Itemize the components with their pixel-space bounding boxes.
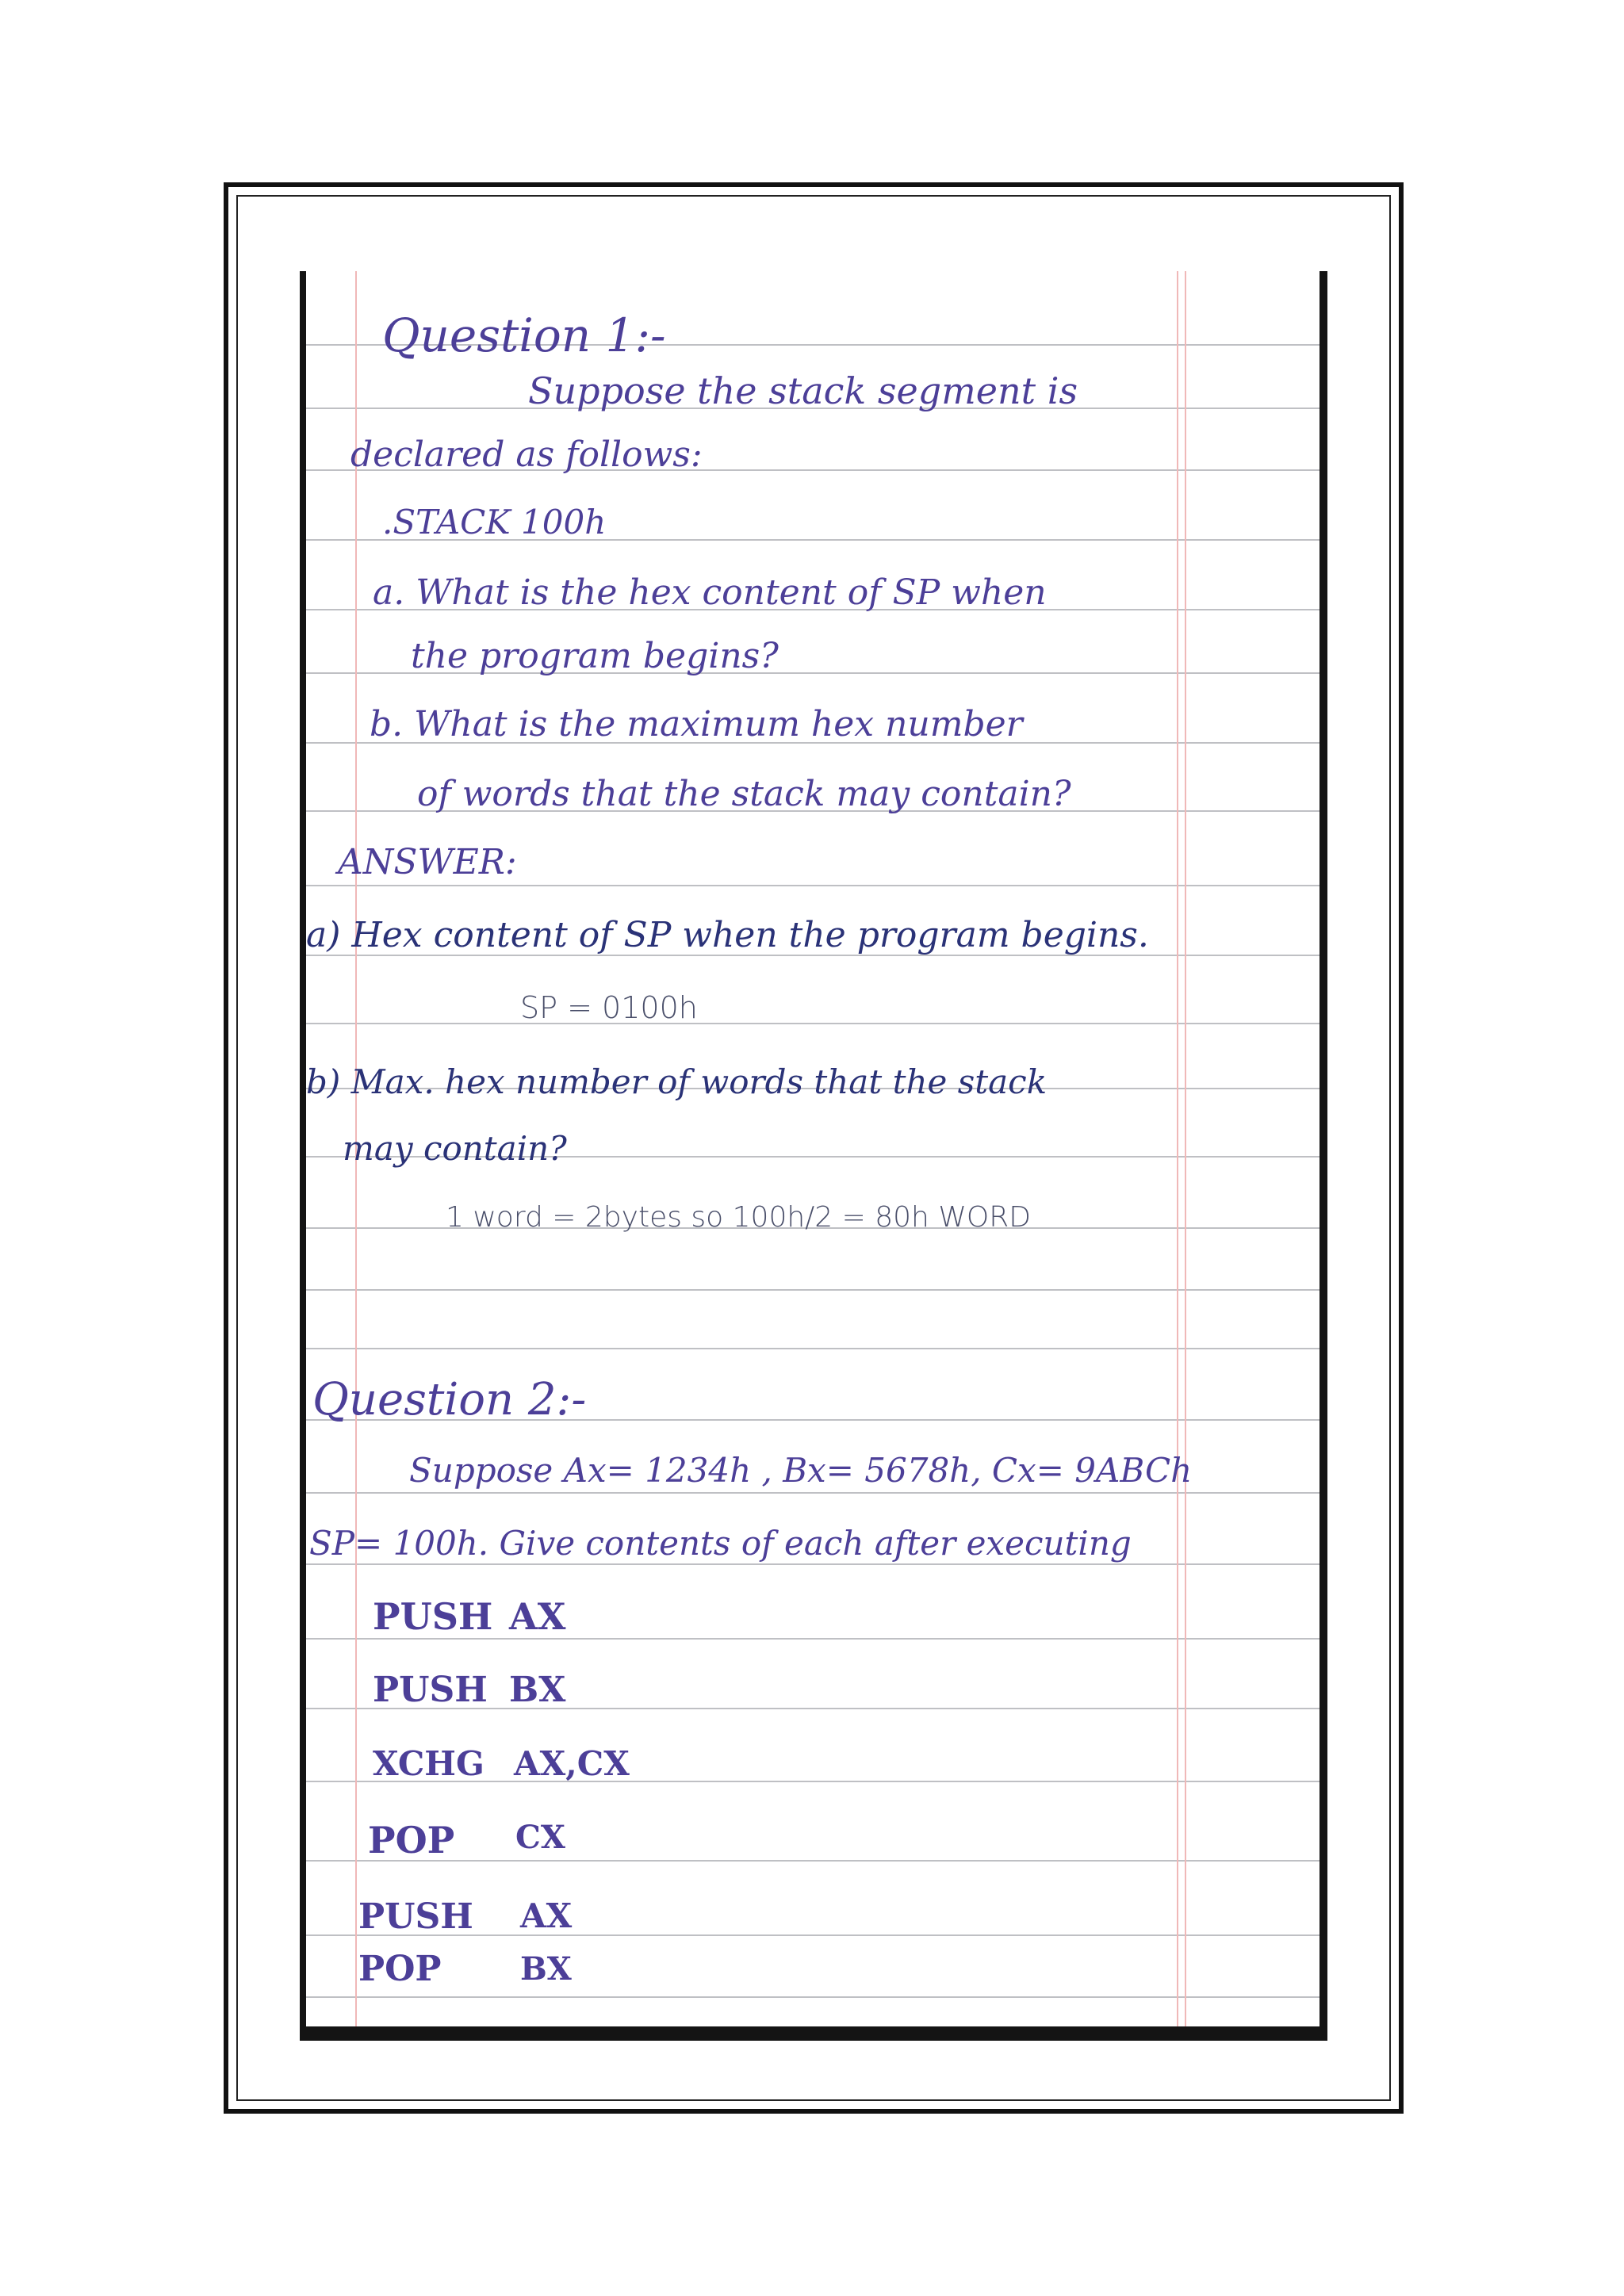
question-1-line-2: declared as follows:: [350, 434, 703, 475]
ruled-line: [306, 885, 1320, 886]
instruction-5-op: PUSH: [358, 1896, 473, 1937]
instruction-2-arg: BX: [509, 1670, 566, 1710]
notebook-photo: [300, 271, 1327, 2041]
question-2-line-1: Suppose Ax= 1234h , Bx= 5678h, Cx= 9ABCh: [409, 1451, 1193, 1490]
ruled-line: [306, 1563, 1320, 1565]
answer-a-line: a) Hex content of SP when the program begins.: [306, 915, 1149, 955]
ruled-line: [306, 1996, 1320, 1998]
question-2-title: Question 2:-: [312, 1374, 587, 1425]
instruction-6-op: POP: [358, 1949, 442, 1989]
instruction-3-op: XCHG: [373, 1744, 485, 1783]
question-1-title: Question 1:-: [382, 308, 666, 362]
answer-b-value: 1 word = 2bytes so 100h/2 = 80h WORD: [446, 1201, 1031, 1234]
instruction-4-arg: CX: [515, 1819, 565, 1856]
instruction-2-op: PUSH: [373, 1670, 488, 1710]
ruled-line: [306, 1492, 1320, 1494]
instruction-3-arg: AX,CX: [514, 1744, 630, 1783]
answer-b-line-1: b) Max. hex number of words that the stack: [306, 1062, 1048, 1101]
question-1b-line-1: b. What is the maximum hex number: [370, 704, 1023, 744]
instruction-1-arg: AX: [509, 1595, 566, 1638]
instruction-1-op: PUSH: [373, 1595, 493, 1638]
question-1a-line-2: the program begins?: [411, 636, 779, 676]
ruled-line: [306, 1348, 1320, 1349]
instruction-6-arg: BX: [520, 1950, 572, 1988]
stack-directive: .STACK 100h: [382, 503, 607, 541]
ruled-line: [306, 1860, 1320, 1862]
instruction-4-op: POP: [368, 1819, 455, 1862]
question-1a-line-1: a. What is the hex content of SP when: [373, 572, 1047, 613]
answer-b-line-2: may contain?: [343, 1129, 567, 1168]
question-1b-line-2: of words that the stack may contain?: [417, 774, 1071, 814]
margin-line-right-2: [1185, 271, 1186, 2026]
margin-line-right: [1177, 271, 1178, 2026]
answer-a-value: SP = 0100h: [520, 990, 698, 1025]
ruled-line: [306, 1023, 1320, 1024]
answer-label: ANSWER:: [338, 842, 517, 882]
ruled-line: [306, 1638, 1320, 1640]
instruction-5-arg: AX: [520, 1896, 573, 1935]
question-2-line-2: SP= 100h. Give contents of each after executing: [309, 1524, 1132, 1563]
question-1-line-1: Suppose the stack segment is: [528, 369, 1078, 412]
ruled-line: [306, 1289, 1320, 1291]
